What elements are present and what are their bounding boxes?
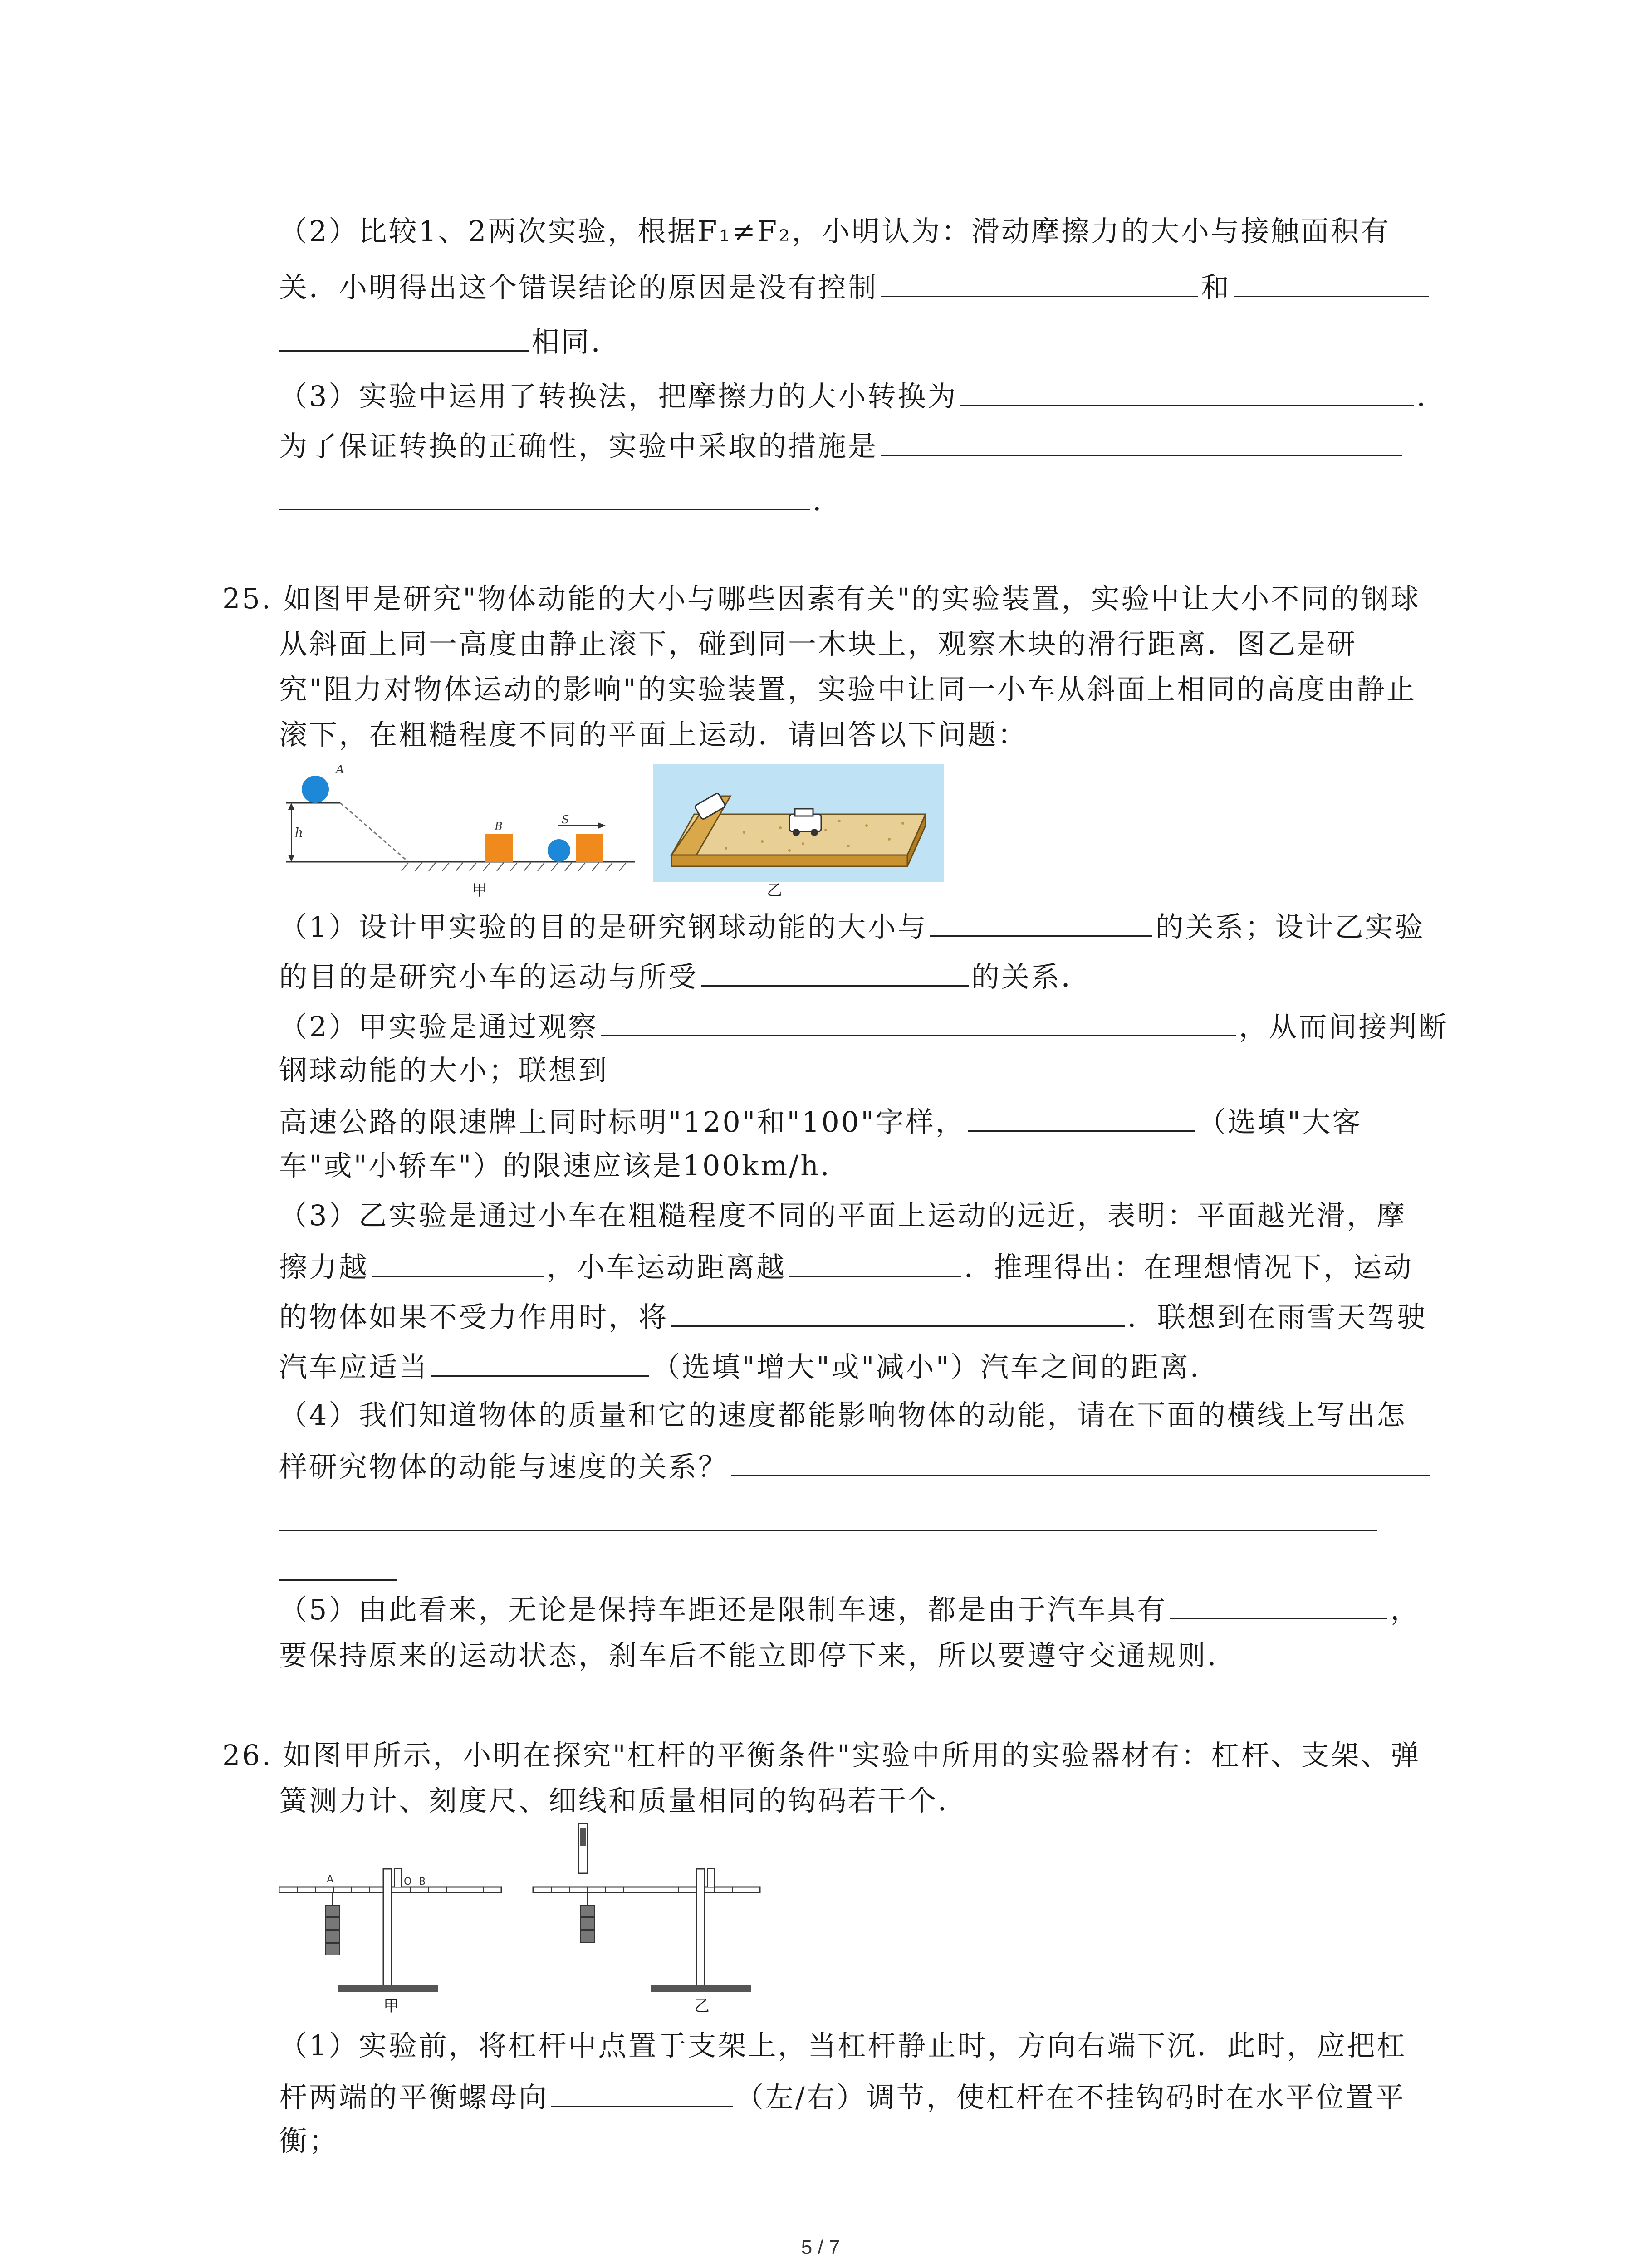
answer-blank[interactable] [279, 322, 529, 352]
q25-p2-text-b: ，从而间接判断 [1239, 1010, 1449, 1043]
q25-p5-text-a: （5）由此看来，无论是保持车距还是限制车速，都是由于汽车具有 [279, 1593, 1167, 1626]
q25-p4-text-a: 样研究物体的动能与速度的关系？ [279, 1450, 729, 1483]
q24-p3-text-c: 为了保证转换的正确性，实验中采取的措施是 [279, 430, 878, 463]
q25-p2-line3 [279, 1102, 1362, 1140]
q24-p3-text-d: ． [813, 484, 843, 517]
q24-p2-line3 [279, 322, 621, 360]
answer-blank[interactable] [279, 481, 810, 510]
lever-yi-caption: 乙 [694, 1997, 710, 2015]
q26-p1-line1: （1）实验前，将杠杆中点置于支架上，当杠杆静止时，方向右端下沉．此时，应把杠 [279, 2029, 1407, 2062]
answer-blank-short[interactable] [279, 1551, 397, 1581]
answer-blank[interactable] [1170, 1590, 1387, 1619]
answer-blank[interactable] [551, 2077, 733, 2107]
answer-blank[interactable] [372, 1247, 544, 1277]
q24-p3-line2 [279, 426, 1405, 464]
answer-blank[interactable] [960, 376, 1414, 406]
q25-p1-text-d: 的关系． [971, 960, 1092, 993]
q25-p3-text-f: 汽车应适当 [279, 1350, 429, 1383]
q25-p3-line4 [279, 1347, 1220, 1385]
answer-blank[interactable] [968, 1102, 1195, 1132]
answer-blank[interactable] [731, 1447, 1430, 1476]
figure-jia-lever [279, 1855, 506, 2005]
q24-p3-line1 [279, 376, 1446, 415]
q25-p5-line1 [279, 1590, 1420, 1628]
q25-p5-line2: 要保持原来的运动状态，刹车后不能立即停下来，所以要遵守交通规则． [279, 1639, 1238, 1672]
lever-jia-caption: 甲 [383, 1997, 399, 2015]
answer-blank[interactable] [881, 426, 1402, 456]
label-h: h [295, 825, 304, 840]
q26-p1-text-a: 杆两端的平衡螺母向 [279, 2081, 549, 2114]
steel-ball-a [302, 776, 329, 803]
q25-p1-line1 [279, 907, 1425, 945]
q25-p4-line2 [279, 1447, 1432, 1485]
label-b: B [495, 820, 503, 833]
figure-jia-caption: 甲 [472, 881, 487, 899]
q24-p2-text-a: 关．小明得出这个错误结论的原因是没有控制 [279, 271, 878, 304]
label-a: A [327, 1874, 334, 1885]
q25-p2-line4: 车"或"小轿车"）的限速应该是100km/h． [279, 1149, 851, 1182]
q25-p4-line1: （4）我们知道物体的质量和它的速度都能影响物体的动能，请在下面的横线上写出怎 [279, 1398, 1407, 1432]
q25-p3-text-c: ．推理得出：在理想情况下，运动 [964, 1251, 1414, 1284]
label-b: B [419, 1876, 426, 1887]
hook-weights [326, 1905, 339, 1955]
q25-p2-text-a: （2）甲实验是通过观察 [279, 1010, 598, 1043]
q24-p2-text-b: 和 [1201, 271, 1231, 304]
wood-block-b [485, 834, 513, 862]
q25-p3-line2 [279, 1247, 1413, 1286]
q25-p1-text-a: （1）设计甲实验的目的是研究钢球动能的大小与 [279, 910, 928, 943]
q25-p3-line3 [279, 1297, 1427, 1335]
page-number: 5 / 7 [801, 2236, 840, 2258]
q25-stem-line2: 从斜面上同一高度由静止滚下，碰到同一木块上，观察木块的滑行距离．图乙是研 [279, 627, 1357, 660]
steel-ball [548, 839, 570, 862]
figure-yi-lever [529, 1819, 764, 2005]
q25-p5-text-b: ， [1390, 1593, 1421, 1626]
answer-blank[interactable] [701, 957, 969, 987]
figure-yi-caption: 乙 [767, 881, 782, 899]
q24-p3-line3 [279, 481, 843, 519]
q25-p3-text-g: （选填"增大"或"减小"）汽车之间的距离． [652, 1350, 1220, 1383]
answer-blank[interactable] [881, 268, 1198, 297]
q25-p2-text-c: 高速公路的限速牌上同时标明"120"和"100"字样， [279, 1105, 965, 1139]
q25-p1-text-c: 的目的是研究小车的运动与所受 [279, 960, 699, 993]
q25-stem-line3: 究"阻力对物体运动的影响"的实验装置，实验中让同一小车从斜面上相同的高度由静止 [279, 673, 1417, 706]
q25-p2-line1 [279, 1007, 1448, 1045]
q26-stem-line2: 簧测力计、刻度尺、细线和质量相同的钩码若干个． [279, 1784, 968, 1817]
hook-weights [581, 1905, 594, 1942]
answer-blank-long[interactable] [279, 1501, 1377, 1531]
q25-p1-text-b: 的关系；设计乙实验 [1155, 910, 1425, 943]
q25-p2-text-d: （选填"大客 [1197, 1105, 1362, 1139]
q25-p3-text-b: ，小车运动距离越 [547, 1251, 787, 1284]
answer-blank[interactable] [671, 1297, 1125, 1327]
figure-jia-ramp [281, 758, 644, 907]
answer-blank[interactable] [601, 1007, 1236, 1036]
q25-stem-line4: 滚下，在粗糙程度不同的平面上运动．请回答以下问题： [279, 718, 1028, 751]
label-o: O [404, 1876, 412, 1887]
figure-yi-cart [653, 764, 944, 882]
q24-p2-line2 [279, 268, 1431, 306]
q25-p2-line2: 钢球动能的大小；联想到 [279, 1054, 609, 1087]
label-s: S [562, 813, 569, 826]
q25-stem-line1: 25. 如图甲是研究"物体动能的大小与哪些因素有关"的实验装置，实验中让大小不同的钢球 [222, 582, 1421, 615]
q25-p1-line2 [279, 957, 1091, 995]
answer-blank[interactable] [789, 1247, 961, 1277]
answer-blank[interactable] [930, 907, 1152, 937]
wood-block [576, 834, 603, 862]
q24-p3-text-b: ． [1416, 380, 1447, 413]
q26-stem-line1: 26. 如图甲所示，小明在探究"杠杆的平衡条件"实验中所用的实验器材有：杠杆、支架、弹 [222, 1739, 1421, 1772]
q25-p3-text-e: ．联想到在雨雪天驾驶 [1127, 1300, 1427, 1334]
q26-p1-line2 [279, 2077, 1406, 2116]
q24-p2-line1: （2）比较1、2两次实验，根据F₁≠F₂，小明认为：滑动摩擦力的大小与接触面积有 [279, 215, 1391, 248]
label-a: A [336, 763, 344, 777]
q26-p1-text-b: （左/右）调节，使杠杆在不挂钩码时在水平位置平 [735, 2081, 1406, 2114]
answer-blank[interactable] [1234, 268, 1429, 297]
answer-blank[interactable] [431, 1347, 649, 1377]
q25-p3-text-a: 擦力越 [279, 1251, 369, 1284]
q25-p3-text-d: 的物体如果不受力作用时，将 [279, 1300, 669, 1334]
q24-p3-text-a: （3）实验中运用了转换法，把摩擦力的大小转换为 [279, 380, 958, 413]
q26-p1-line3: 衡； [279, 2124, 339, 2157]
q24-p2-text-c: 相同． [531, 325, 622, 358]
q25-p3-line1: （3）乙实验是通过小车在粗糙程度不同的平面上运动的远近，表明：平面越光滑，摩 [279, 1199, 1407, 1232]
